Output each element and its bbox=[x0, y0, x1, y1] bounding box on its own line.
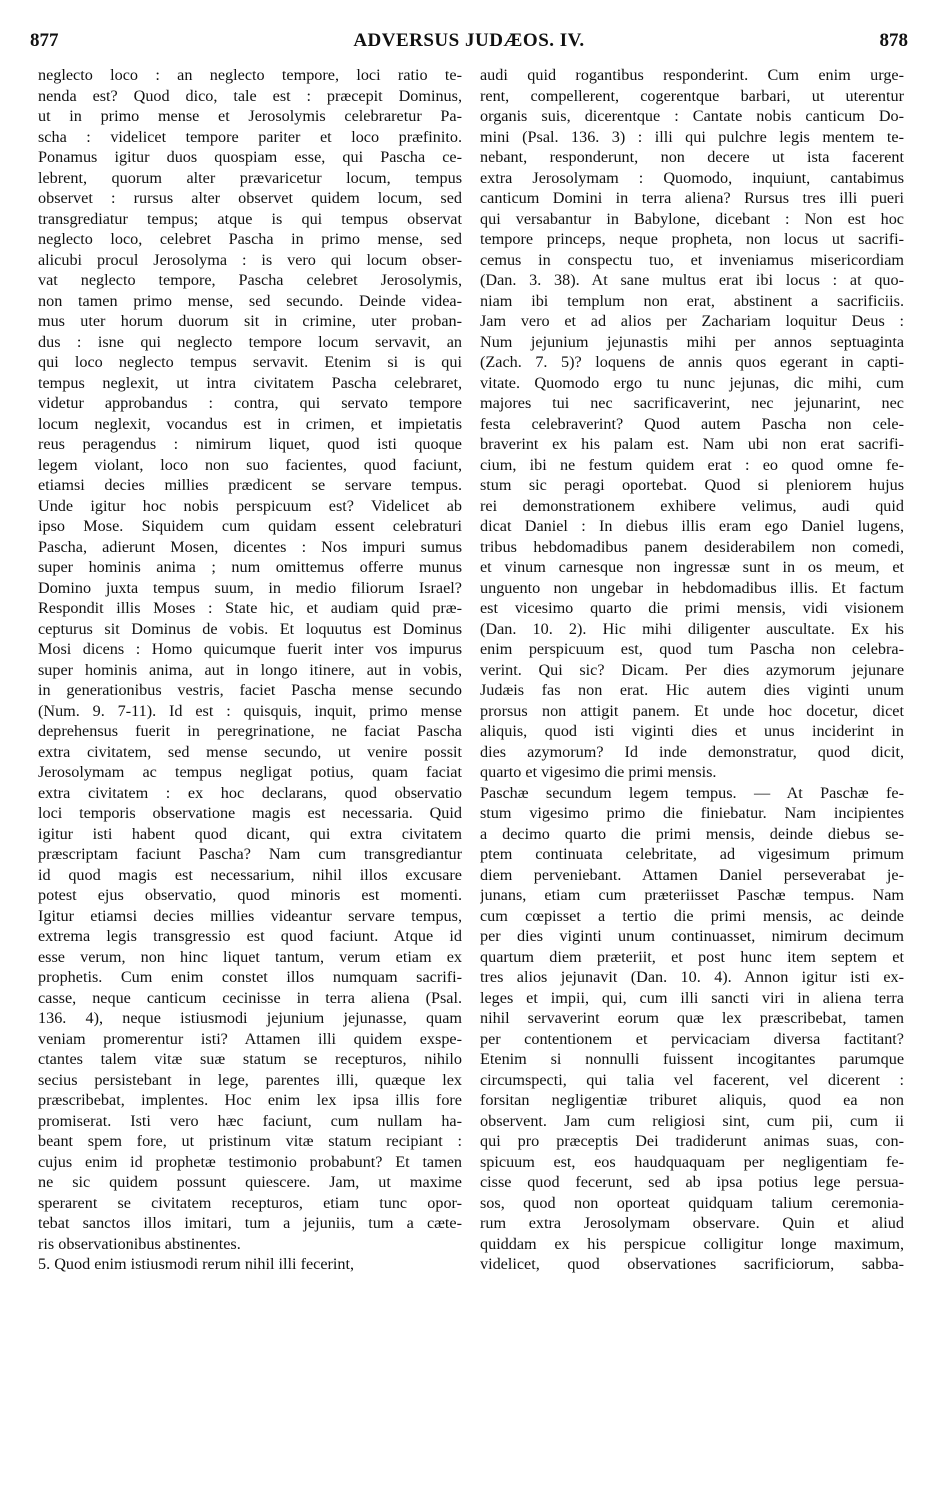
text-line: legem violant, loco non suo facientes, quod faciunt, bbox=[38, 455, 462, 474]
text-line: Num jejunium jejunastis mihi per annos septuaginta bbox=[480, 332, 904, 351]
text-line: in generationibus vestris, faciet Pascha mense secundo bbox=[38, 681, 462, 699]
text-line: præscriptam faciunt Pascha? Nam cum transgrediantur bbox=[38, 845, 462, 863]
text-line: neglecto loco, celebret Pascha in primo mense, sed bbox=[38, 230, 462, 248]
text-line: cisse quod fecerunt, sed ab ipsa potius lege persua- bbox=[480, 1173, 904, 1191]
text-line: Domino juxta tempus suum, in medio filiorum Israel? bbox=[38, 578, 462, 597]
text-line: canticum Domini in terra aliena? Rursus tres illi pueri bbox=[480, 189, 904, 207]
text-line: ptem continuata celebritate, ad vigesimum primum bbox=[480, 845, 904, 863]
text-line: qui pro præceptis Dei tradiderunt animas suas, con- bbox=[480, 1132, 904, 1150]
text-line: (Zach. 7. 5)? loquens de annis quos egerant in capti- bbox=[480, 353, 904, 371]
text-line: ne sic quidem possunt quiescere. Jam, ut maxime bbox=[38, 1173, 462, 1191]
text-line: vitate. Quomodo ergo tu nunc jejunas, dic mihi, cum bbox=[480, 373, 904, 392]
text-line: esse verum, non hinc liquet tantum, verum etiam ex bbox=[38, 947, 462, 966]
text-line: 5. Quod enim istiusmodi rerum nihil illi fecerint, bbox=[38, 1255, 355, 1273]
text-line: est vicesimo quarto die primi mensis, vidi visionem bbox=[480, 599, 904, 617]
text-line: cemus in conspectu tuo, et inveniamus misericordiam bbox=[480, 250, 904, 269]
text-line: qui versabantur in Babylone, dicebant : Non est hoc bbox=[480, 209, 904, 228]
text-line: ctantes talem vitæ suæ statum se recepturos, nihilo bbox=[38, 1050, 462, 1068]
left-page-number: 877 bbox=[30, 30, 59, 51]
text-line: et vinum carnesque non ingressæ sunt in os meum, et bbox=[480, 558, 904, 576]
text-line: Etenim si nonnulli fuissent incogitantes parumque bbox=[480, 1050, 904, 1068]
text-line: Judæis fas non erat. Hic autem dies viginti unum bbox=[480, 681, 904, 699]
text-line: Igitur etiamsi decies millies videantur servare tempus, bbox=[38, 906, 462, 925]
text-line: nenda est? Quod dico, tale est : præcepit Dominus, bbox=[38, 86, 462, 105]
text-line: Jerosolymam ac tempus negligat potius, quam faciat bbox=[38, 763, 462, 781]
text-line: super hominis anima, aut in longo itinere, aut in vobis, bbox=[38, 660, 462, 679]
text-line: junans, etiam cum præteriisset Paschæ tempus. Nam bbox=[480, 886, 904, 904]
text-line: veniam promerentur isti? Attamen illi quidem exspe- bbox=[38, 1029, 462, 1048]
text-line: secius persistebant in lege, parentes illi, quæque lex bbox=[38, 1070, 462, 1089]
text-line: verint. Qui sic? Dicam. Per dies azymorum jejunare bbox=[480, 660, 904, 679]
text-line: extrema legis transgressio est quod faciunt. Atque id bbox=[38, 927, 462, 945]
text-line: videtur approbandus : contra, qui servato tempore bbox=[38, 394, 462, 412]
text-line: 136. 4), neque istiusmodi jejunium jejunasse, quam bbox=[38, 1009, 462, 1027]
text-line: circumspecti, qui talia vel facerent, vel dicerent : bbox=[480, 1070, 904, 1089]
text-line: festa celebraverint? Quod autem Pascha non cele- bbox=[480, 414, 904, 433]
text-line: mus uter horum duorum sit in crimine, uter proban- bbox=[38, 312, 462, 330]
text-line: rent, compellerent, cogerentque barbari, ut uterentur bbox=[480, 86, 904, 105]
text-line: Paschæ secundum legem tempus. — At Paschæ fe- bbox=[480, 783, 904, 802]
text-line: organis suis, dicerentque : Cantate nobis canticum Do- bbox=[480, 107, 904, 125]
text-line: ipso Mose. Siquidem cum quidam essent celebraturi bbox=[38, 517, 462, 535]
text-line: observet : rursus alter observet quidem locum, sed bbox=[38, 189, 462, 207]
text-line: per dies viginti unum continuasset, nimirum decimum bbox=[480, 927, 904, 945]
left-text-column bbox=[38, 65, 462, 1275]
text-line: tempore princeps, neque propheta, non locus ut sacrifi- bbox=[480, 230, 904, 248]
text-line: quartum diem præteriit, et post hunc item septem et bbox=[480, 947, 904, 966]
right-page-number: 878 bbox=[879, 30, 908, 51]
text-line: braverint ex his palam est. Nam ubi non erat sacrifi- bbox=[480, 435, 904, 453]
text-line: casse, neque canticum cecinisse in terra aliena (Psal. bbox=[38, 988, 462, 1007]
text-line: (Dan. 10. 2). Hic mihi diligenter auscultate. Ex his bbox=[480, 619, 904, 638]
text-line: ut in primo mense et Jerosolymis celebraretur Pa- bbox=[38, 107, 462, 125]
text-line: potest ejus observatio, quod minoris est momenti. bbox=[38, 886, 462, 904]
text-line: rei demonstrationem exhibere velimus, audi quid bbox=[480, 496, 904, 515]
text-line: super hominis anima ; num omittemus offerre munus bbox=[38, 558, 462, 576]
text-line: qui loco neglecto tempus servavit. Etenim si is qui bbox=[38, 353, 462, 371]
text-line: sos, quod non oporteat quidquam talium ceremonia- bbox=[480, 1193, 904, 1212]
text-line: Ponamus igitur duos quospiam esse, qui Pascha ce- bbox=[38, 148, 462, 166]
text-line: transgrediatur tempus; atque is qui tempus observat bbox=[38, 209, 462, 228]
text-line: stum sic peragi oportebat. Quod si pleniorem hujus bbox=[480, 476, 904, 494]
text-line: extra civitatem : ex hoc declarans, quod observatio bbox=[38, 783, 462, 802]
text-line: tres alios jejunavit (Dan. 10. 4). Annon igitur isti ex- bbox=[480, 968, 904, 986]
text-line: cujus enim id prophetæ testimonio probabunt? Et tamen bbox=[38, 1152, 462, 1171]
text-line: beant spem fore, ut pristinum vitæ statum recipiant : bbox=[38, 1132, 462, 1150]
text-line: præscribebat, implentes. Hoc enim lex ipsa illis fore bbox=[38, 1091, 462, 1109]
text-line: Mosi dicens : Homo quicumque fuerit inter vos impurus bbox=[38, 640, 462, 658]
text-line: tribus hebdomadibus panem desiderabilem non comedi, bbox=[480, 537, 904, 556]
text-line: rum extra Jerosolymam observare. Quin et aliud bbox=[480, 1214, 904, 1232]
text-line: Respondit illis Moses : State hic, et audiam quid præ- bbox=[38, 599, 462, 617]
text-line: ris observationibus abstinentes. bbox=[38, 1234, 241, 1253]
text-line: dies azymorum? Id inde demonstratur, quod dicit, bbox=[480, 742, 904, 761]
text-line: loci temporis observatione magis est necessaria. Quid bbox=[38, 804, 462, 822]
text-line: videlicet, quod observationes sacrificiorum, sabba- bbox=[480, 1255, 904, 1273]
text-line: niam ibi templum non erat, abstinent a sacrificiis. bbox=[480, 291, 904, 310]
text-line: neglecto loco : an neglecto tempore, loci ratio te- bbox=[38, 66, 462, 84]
text-line: extra civitatem, sed mense secundo, ut venire possit bbox=[38, 742, 462, 761]
text-line: locum neglexit, vocandus est in crimen, et impietatis bbox=[38, 414, 462, 433]
text-line: lebrent, quorum alter prævaricetur locum, tempus bbox=[38, 168, 462, 187]
text-line: audi quid rogantibus responderint. Cum enim urge- bbox=[480, 66, 904, 84]
text-line: forsitan negligentiæ triburet aliquis, quod ea non bbox=[480, 1091, 904, 1109]
text-line: promiserat. Isti vero hæc faciunt, cum nullam ha- bbox=[38, 1111, 462, 1130]
text-line: enim perspicuum est, quod tum Pascha non celebra- bbox=[480, 640, 904, 658]
text-line: tempus neglexit, ut intra civitatem Pascha celebraret, bbox=[38, 373, 462, 392]
text-line: igitur isti habent quod dicant, qui extra civitatem bbox=[38, 824, 462, 843]
text-line: cum cœpisset a tertio die primi mensis, ac deinde bbox=[480, 906, 904, 925]
text-line: prorsus non attigit panem. Et unde hoc docetur, dicet bbox=[480, 701, 904, 720]
text-line: cepturus sit Dominus de vobis. Et loquutus est Dominus bbox=[38, 619, 462, 638]
text-line: spicuum est, eos haudquaquam per negligentiam fe- bbox=[480, 1152, 904, 1171]
text-line: prophetis. Cum enim constet illos numquam sacrifi- bbox=[38, 968, 462, 986]
text-line: observent. Jam cum religiosi sint, cum pii, cum ii bbox=[480, 1111, 904, 1130]
text-line: alicubi procul Jerosolyma : is vero qui locum obser- bbox=[38, 250, 462, 269]
text-line: a decimo quarto die primi mensis, deinde diebus se- bbox=[480, 824, 904, 843]
text-line: sperarent se civitatem recepturos, etiam tunc opor- bbox=[38, 1193, 462, 1212]
text-line: (Num. 9. 7-11). Id est : quisquis, inquit, primo mense bbox=[38, 701, 462, 720]
text-line: dus : isne qui neglecto tempore locum servavit, an bbox=[38, 332, 462, 351]
text-line: stum vigesimo primo die finiebatur. Nam incipientes bbox=[480, 804, 904, 822]
running-header bbox=[30, 30, 908, 58]
text-line: (Dan. 3. 38). At sane multus erat ibi locus : at quo- bbox=[480, 271, 904, 289]
text-line: id quod magis est necessarium, nihil illos excusare bbox=[38, 865, 462, 884]
text-line: nihil servaverint eorum quæ lex præscribebat, tamen bbox=[480, 1009, 904, 1027]
text-line: Jam vero et ad alios per Zachariam loquitur Deus : bbox=[480, 312, 904, 330]
text-line: cium, ibi ne festum quidem erat : eo quod omne fe- bbox=[480, 455, 904, 474]
text-line: aliquis, quod isti viginti dies et unus inciderint in bbox=[480, 722, 904, 740]
right-text-column bbox=[480, 65, 904, 1275]
text-line: tebat sanctos illos imitari, tum a jejuniis, tum a cæte- bbox=[38, 1214, 462, 1232]
text-line: majores tui nec sacrificaverint, nec jejunarint, nec bbox=[480, 394, 904, 412]
text-line: Pascha, adierunt Mosen, dicentes : Nos impuri sumus bbox=[38, 537, 462, 556]
text-line: diem perveniebant. Attamen Daniel perseverabat je- bbox=[480, 865, 904, 884]
text-line: quarto et vigesimo die primi mensis. bbox=[480, 763, 717, 781]
text-line: mini (Psal. 136. 3) : illi qui pulchre legis mentem te- bbox=[480, 127, 904, 146]
text-line: scha : videlicet tempore pariter et loco præfinito. bbox=[38, 127, 462, 146]
text-line: Unde igitur hoc nobis perspicuum est? Videlicet ab bbox=[38, 496, 462, 515]
text-line: deprehensus fuerit in peregrinatione, ne faciat Pascha bbox=[38, 722, 462, 740]
text-line: extra Jerosolymam : Quomodo, inquiunt, cantabimus bbox=[480, 168, 904, 187]
text-line: per contentionem et pervicaciam diversa factitant? bbox=[480, 1029, 904, 1048]
text-line: dicat Daniel : In diebus illis eram ego Daniel lugens, bbox=[480, 517, 904, 535]
text-line: vat neglecto tempore, Pascha celebret Jerosolymis, bbox=[38, 271, 462, 289]
text-line: leges et impii, qui, cum illi sancti viri in aliena terra bbox=[480, 988, 904, 1007]
text-line: unguento non ungebar in hebdomadibus illis. Et factum bbox=[480, 578, 904, 597]
text-line: non tamen primo mense, sed secundo. Deinde videa- bbox=[38, 291, 462, 310]
text-line: reus peragendus : nimirum liquet, quod isti quoque bbox=[38, 435, 462, 453]
running-title: ADVERSUS JUDÆOS. IV. bbox=[353, 30, 585, 51]
text-line: etiamsi decies millies prædicent se servare tempus. bbox=[38, 476, 462, 494]
text-line: nebant, responderunt, non decere ut ista facerent bbox=[480, 148, 904, 166]
text-line: quiddam ex his perspicue colligitur longe maximum, bbox=[480, 1234, 904, 1253]
